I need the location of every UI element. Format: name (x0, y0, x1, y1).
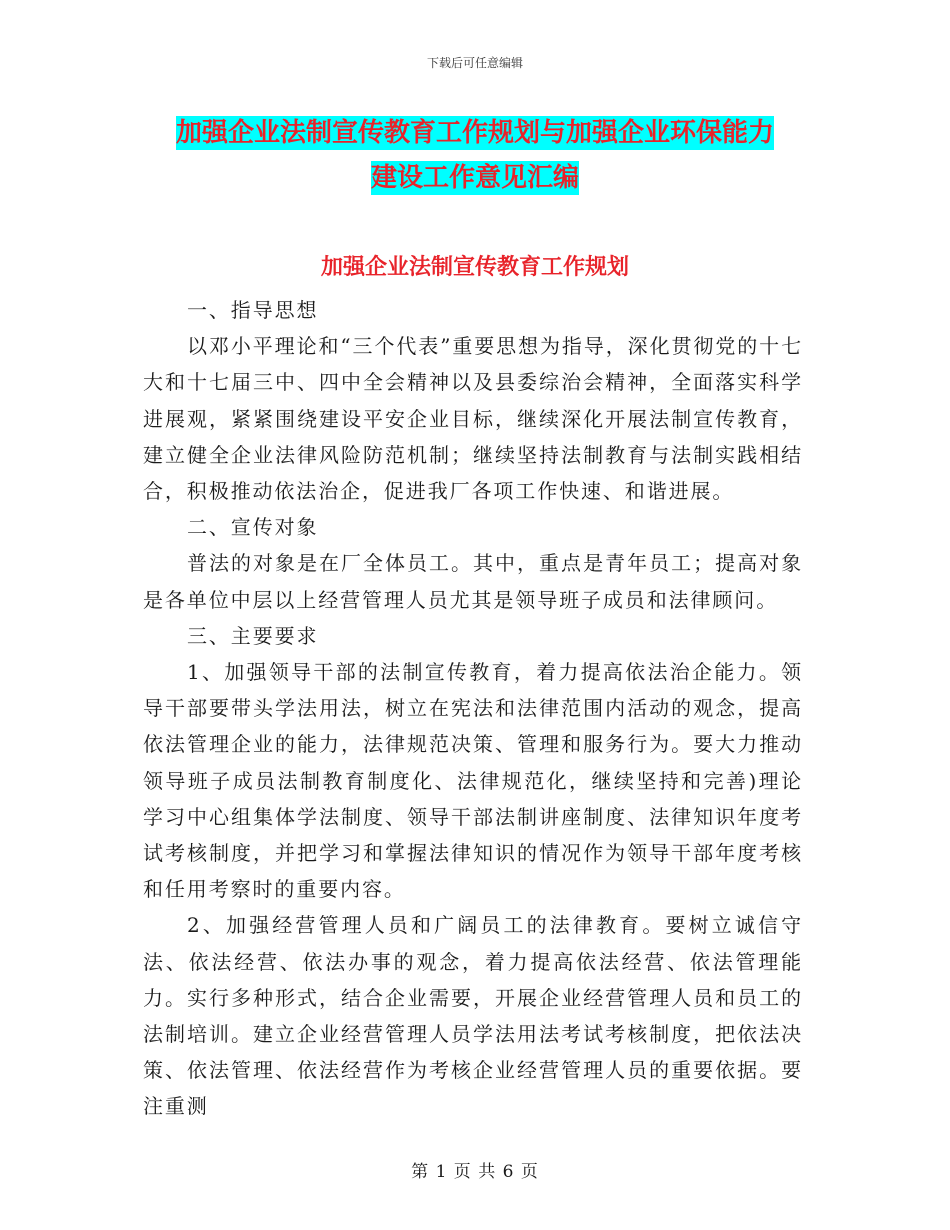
heading-main-requirements: 三、主要要求 (187, 623, 319, 648)
document-body (143, 292, 803, 1125)
document-title-line2: 建设工作意见汇编 (370, 163, 579, 193)
heading-guiding-ideology: 一、指导思想 (187, 298, 319, 322)
paragraph-requirement-2: 2、加强经营管理人员和广阔员工的法律教育。要树立诚信守法、依法经营、依法办事的观念，着力提高依法经营、依法管理能力。实行多种形式，结合企业需要，开展企业经营管理人员和员工的法制培训。建立企业经营管理人员学法用法考试考核制度，把依法决策、依法管理、依法经营作为考核企业经营管理人员的重要依据。要注重测 (143, 913, 803, 1119)
section-title: 加强企业法制宣传教育工作规划 (320, 255, 629, 280)
document-title-line1: 加强企业法制宣传教育工作规划与加强企业环保能力 (175, 118, 774, 148)
page-footer: 第 1 页 共 6 页 (411, 1162, 539, 1182)
paragraph-requirement-1: 1、加强领导干部的法制宣传教育，着力提高依法治企能力。领导干部要带头学法用法，树立在宪法和法律范围内活动的观念，提高依法管理企业的能力，法律规范决策、管理和服务行为。要大力推动领导班子成员法制教育制度化、法律规范化，继续坚持和完善)理论学习中心组集体学法制度、领导干部法制讲座制度、法律知识年度考试考核制度，并把学习和掌握法律知识的情况作为领导干部年度考核和任用考察时的重要内容。 (143, 660, 803, 902)
header-note: 下载后可任意编辑 (426, 56, 523, 70)
paragraph-target-audience: 普法的对象是在厂全体员工。其中，重点是青年员工；提高对象是各单位中层以上经营管理人员尤其是领导班子成员和法律顾问。 (143, 551, 803, 612)
heading-target-audience: 二、宣传对象 (187, 515, 319, 540)
paragraph-guiding-ideology: 以邓小平理论和“三个代表”重要思想为指导，深化贯彻党的十七大和十七届三中、四中全会精神以及县委综治会精神，全面落实科学进展观，紧紧围绕建设平安企业目标，继续深化开展法制宣传教育，建立健全企业法律风险防范机制；继续坚持法制教育与法制实践相结合，积极推动依法治企，促进我厂各项工作快速、和谐进展。 (143, 334, 803, 504)
